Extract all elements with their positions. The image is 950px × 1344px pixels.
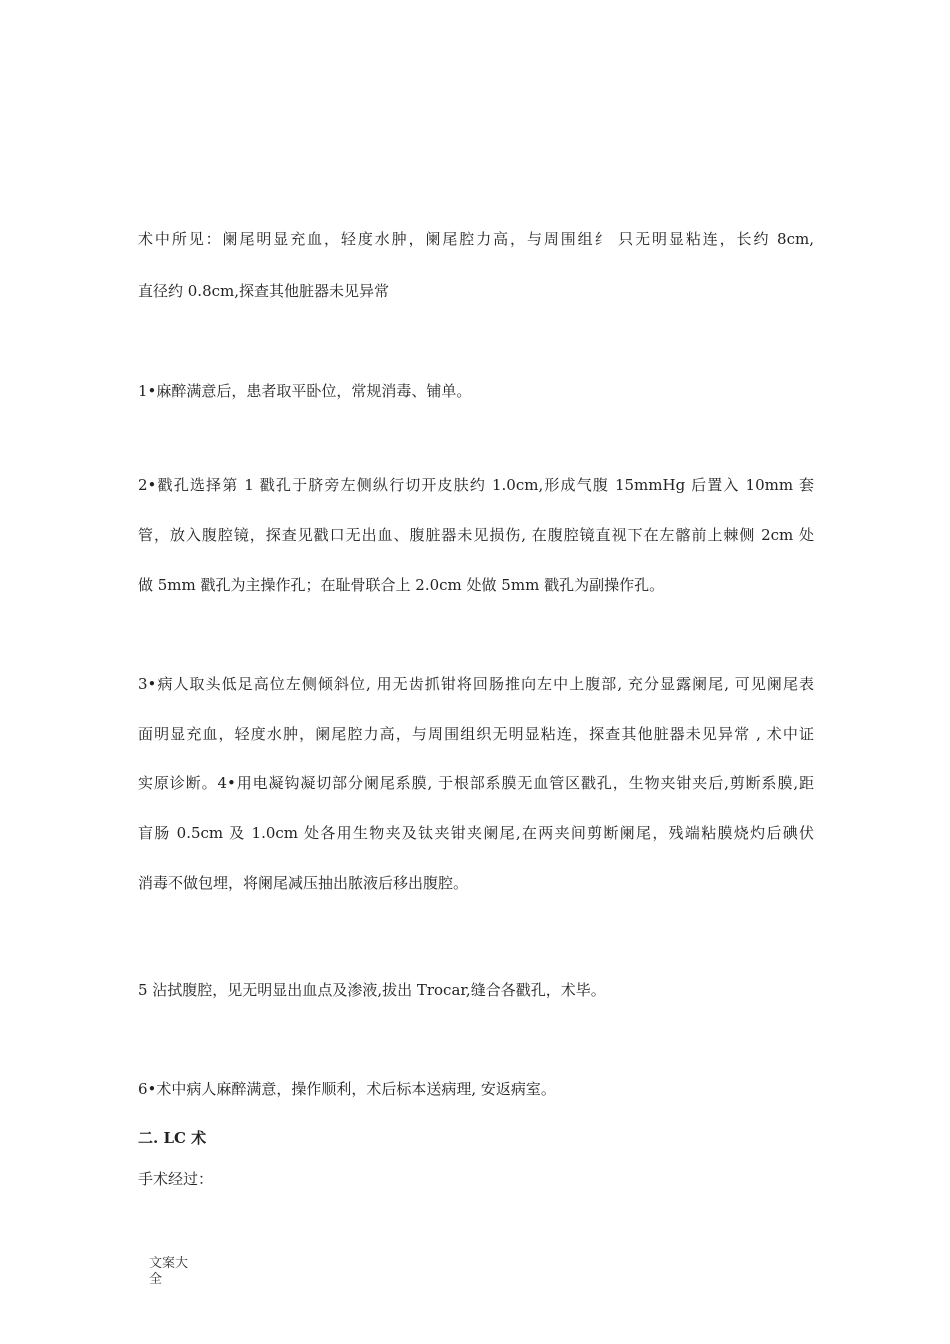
step-2-line-1: 2•戳孔选择第 1 戳孔于脐旁左侧纵行切开皮肤约 1.0cm,形成气腹 15mmHg 后置入 10mm 套 [138,476,814,494]
step-1-line: 1•麻醉满意后，患者取平卧位，常规消毒、铺单。 [138,382,472,400]
subheading: 手术经过： [138,1170,214,1188]
section-heading: 二. LC 术 [138,1129,207,1147]
step-3-line-3: 实原诊断。4•用电凝钩凝切部分阑尾系膜, 于根部系膜无血管区戳孔，生物夹钳夹后,剪断系膜,距 [138,774,814,792]
step-3-line-1: 3•病人取头低足高位左侧倾斜位, 用无齿抓钳将回肠推向左中上腹部, 充分显露阑尾, 可见阑尾表 [138,675,814,693]
footer-text: 文案大全 [149,1256,189,1287]
step-4-line-4: 盲肠 0.5cm 及 1.0cm 处各用生物夹及钛夹钳夹阑尾,在两夹间剪断阑尾，残端粘膜烧灼后碘伏 [138,824,814,842]
step-2-line-2: 管，放入腹腔镜，探查见戳口无出血、腹脏器未见损伤, 在腹腔镜直视下在左髂前上棘侧 2cm 处 [138,526,814,544]
step-5-line: 5 沾拭腹腔，见无明显出血点及渗液,拔出 Trocar,缝合各戳孔，术毕。 [138,981,606,999]
step-2-line-3: 做 5mm 戳孔为主操作孔；在耻骨联合上 2.0cm 处做 5mm 戳孔为副操作孔。 [138,576,665,594]
step-4-line-5: 消毒不做包埋，将阑尾减压抽出脓液后移出腹腔。 [138,874,469,892]
findings-line-2: 直径约 0.8cm,探查其他脏器未见异常 [138,282,390,300]
step-6-line: 6•术中病人麻醉满意，操作顺利，术后标本送病理, 安返病室。 [138,1080,556,1098]
step-3-line-2: 面明显充血，轻度水肿，阑尾腔力高，与周围组织无明显粘连，探查其他脏器未见异常 , 术中证 [138,725,814,743]
findings-line-1: 术中所见：阑尾明显充血，轻度水肿，阑尾腔力高，与周围组纟 只无明显粘连，长约 8cm, [138,230,814,248]
